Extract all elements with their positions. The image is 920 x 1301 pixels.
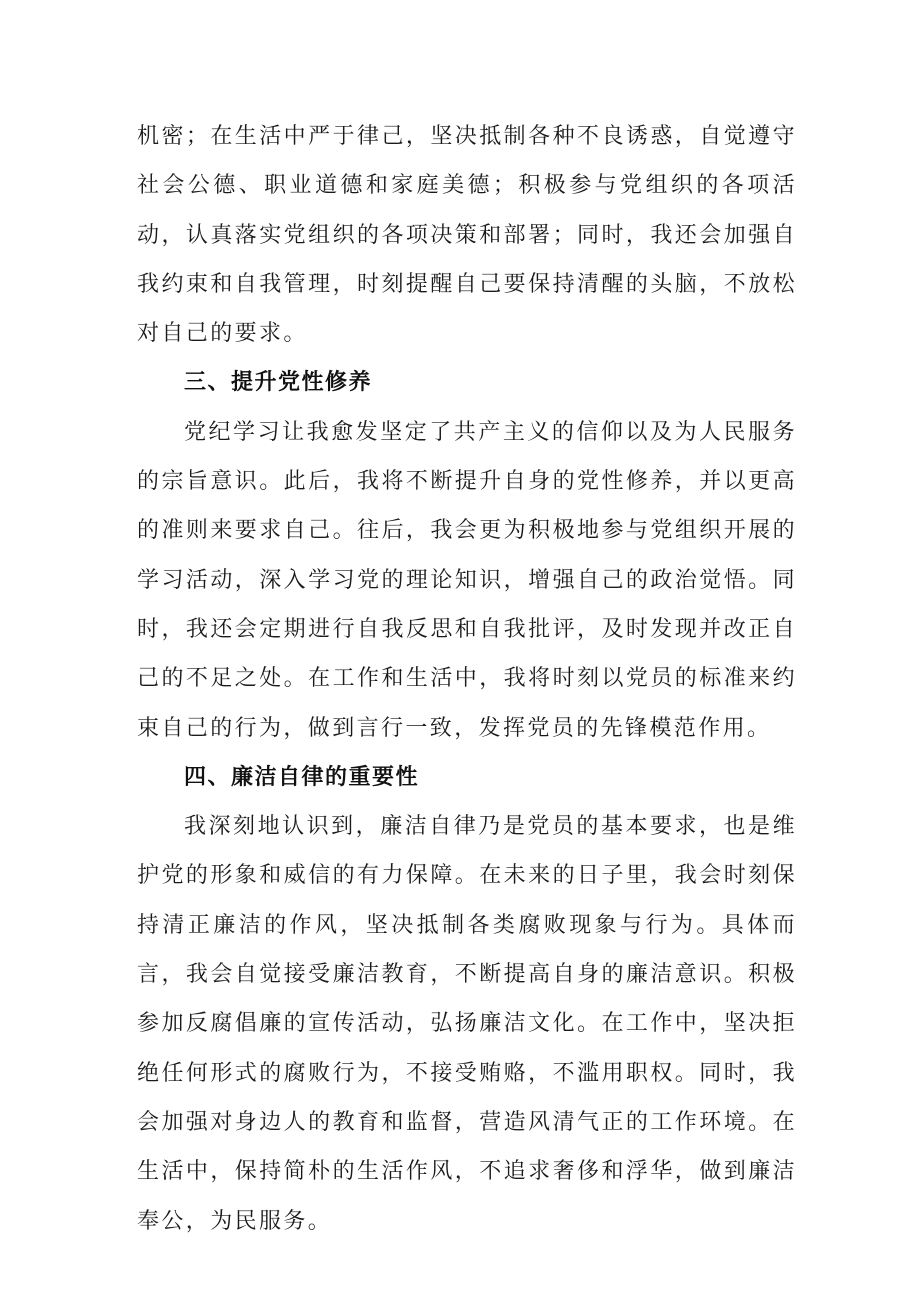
continuation-paragraph: 机密；在生活中严于律己，坚决抵制各种不良诱惑，自觉遵守社会公德、职业道德和家庭美德；积极参与党组织的各项活动，认真落实党组织的各项决策和部署；同时，我还会加强自我约束和自我管理，时刻提醒自己要保持清醒的头脑，不放松对自己的要求。 [137, 124, 797, 347]
section-heading-4: 四、廉洁自律的重要性 [184, 764, 420, 790]
section-paragraph-3: 党纪学习让我愈发坚定了共产主义的信仰以及为人民服务的宗旨意识。此后，我将不断提升自身的党性修养，并以更高的准则来要求自己。往后，我会更为积极地参与党组织开展的学习活动，深入学习党的理论知识，增强自己的政治觉悟。同时，我还会定期进行自我反思和自我批评，及时发现并改正自己的不足之处。在工作和生活中，我将时刻以党员的标准来约束自己的行为，做到言行一致，发挥党员的先锋模范作用。 [137, 419, 797, 741]
section-heading-3: 三、提升党性修养 [184, 370, 373, 396]
section-paragraph-4: 我深刻地认识到，廉洁自律乃是党员的基本要求，也是维护党的形象和威信的有力保障。在未来的日子里，我会时刻保持清正廉洁的作风，坚决抵制各类腐败现象与行为。具体而言，我会自觉接受廉洁教育，不断提高自身的廉洁意识。积极参加反腐倡廉的宣传活动，弘扬廉洁文化。在工作中，坚决拒绝任何形式的腐败行为，不接受贿赂，不滥用职权。同时，我会加强对身边人的教育和监督，营造风清气正的工作环境。在生活中，保持简朴的生活作风，不追求奢侈和浮华，做到廉洁奉公，为民服务。 [137, 814, 797, 1234]
document-body [137, 112, 797, 1246]
